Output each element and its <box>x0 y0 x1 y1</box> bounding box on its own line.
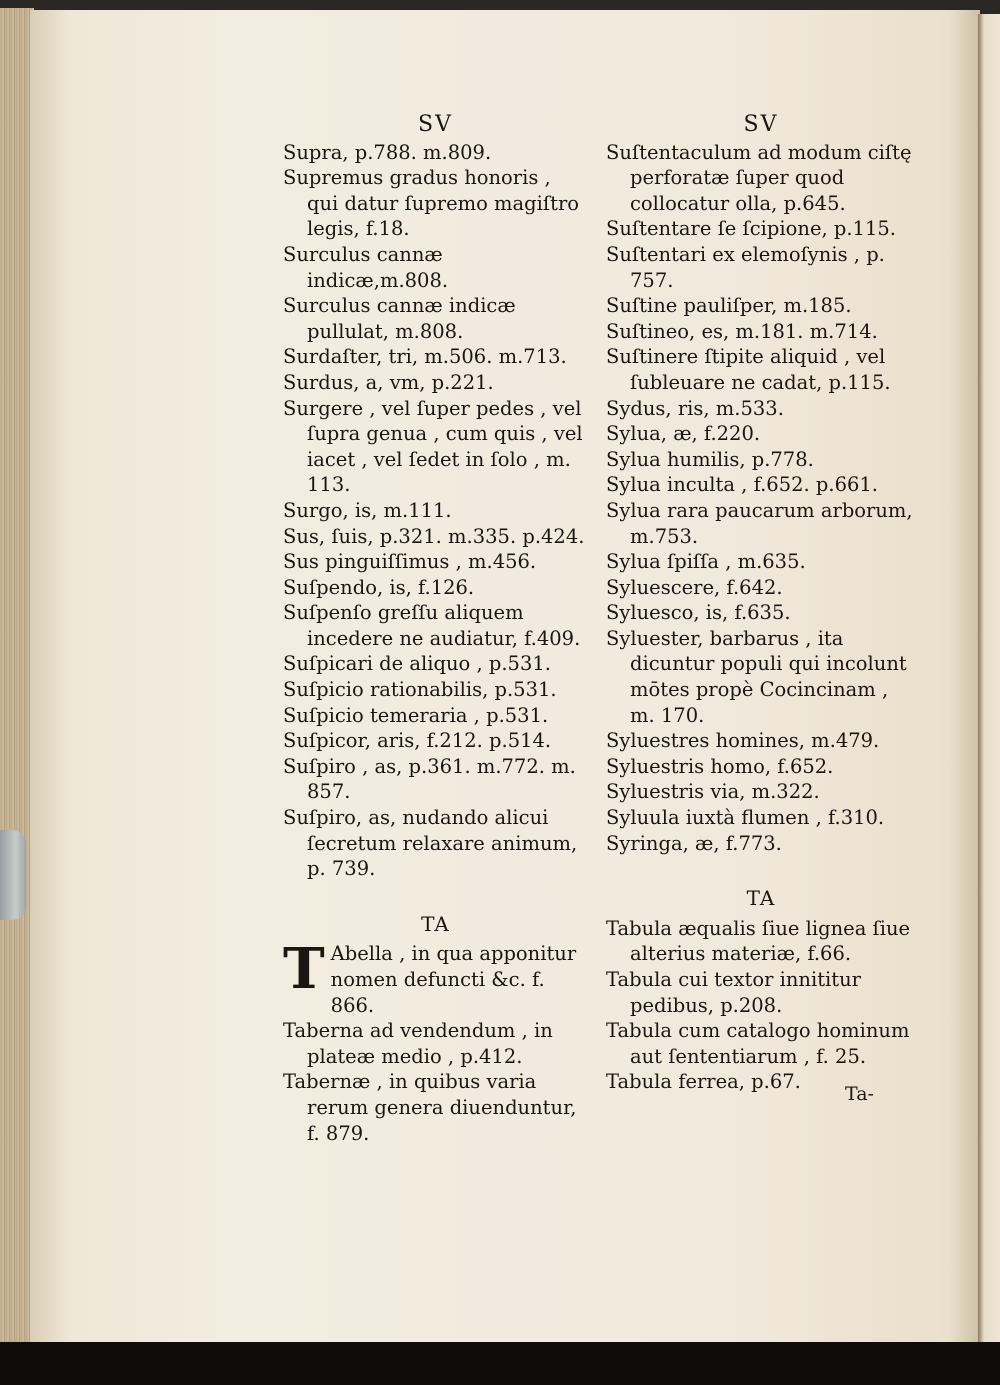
index-entry: Syringa, æ, f.773. <box>606 831 782 855</box>
left-section-heading-ta: TA <box>421 911 450 936</box>
index-entry: Suſtentare ſe ſcipione, p.115. <box>606 217 896 241</box>
index-entry: Syluestres homines, m.479. <box>606 729 880 753</box>
right-entries-ta <box>606 916 916 1095</box>
index-entry: Sylua rara paucarum arborum, m.753. <box>606 498 913 548</box>
index-entry: Syluula iuxtà flumen , f.310. <box>606 806 885 830</box>
index-entry: Suſtentari ex elemoſynis , p. 757. <box>606 242 885 292</box>
index-entry: Suſpicari de aliquo , p.531. <box>283 652 551 676</box>
index-entry: Suſpicio rationabilis, p.531. <box>283 678 557 702</box>
index-entry: Suſtineo, es, m.181. m.714. <box>606 319 878 343</box>
index-entry: Taberna ad vendendum , in plateæ medio , p.412. <box>283 1019 553 1068</box>
index-entry: Suſpiro , as, p.361. m.772. m. 857. <box>283 754 576 804</box>
first-ta-entry-text: Abella , in qua apponitur nomen defuncti &c. f. 866. <box>330 942 577 1017</box>
index-entry: Suſtinere ſtipite aliquid , vel ſubleuare ne cadat, p.115. <box>606 345 891 394</box>
index-entry: Tabula ferrea, p.67. <box>606 1070 801 1094</box>
right-column-header: SV <box>743 112 779 137</box>
index-entry: Sydus, ris, m.533. <box>606 396 784 420</box>
adjacent-page-edge <box>978 14 1000 1344</box>
index-entry: Suſtentaculum ad modum ciſtę perforatæ ſuper quod collocatur olla, p.645. <box>606 140 912 215</box>
left-entries-ta <box>283 936 588 1146</box>
right-column <box>606 112 916 1095</box>
index-entry: Sylua humilis, p.778. <box>606 447 814 471</box>
index-entry: Sylua, æ, f.220. <box>606 422 761 446</box>
page-clip <box>0 830 26 920</box>
index-entry: Tabula cum catalogo hominum aut ſententiarum , f. 25. <box>606 1019 910 1068</box>
index-entry: Suſpicio temeraria , p.531. <box>283 703 549 727</box>
index-entry: Suſpicor, aris, f.212. p.514. <box>283 729 552 753</box>
index-entry: Suſtine pauliſper, m.185. <box>606 294 852 318</box>
index-entry: Surgo, is, m.111. <box>283 498 452 522</box>
left-entries-sv <box>283 140 588 882</box>
index-entry: Surdaſter, tri, m.506. m.713. <box>283 345 567 369</box>
index-entry: Sus pinguiſſimus , m.456. <box>283 550 537 574</box>
right-entries-sv <box>606 140 916 857</box>
index-entry: Syluescere, f.642. <box>606 575 783 599</box>
index-entry: Supremus gradus honoris , qui datur ſupremo magiſtro legis, f.18. <box>283 166 580 241</box>
index-entry: Suſpendo, is, f.126. <box>283 575 475 599</box>
index-entry: Surculus cannæ indicæ pullulat, m.808. <box>283 294 516 343</box>
index-entry: Sylua ſpiſſa , m.635. <box>606 550 806 574</box>
index-entry: Suſpiro, as, nudando alicui ſecretum relaxare animum, p. 739. <box>283 806 578 881</box>
index-entry: Surdus, a, vm, p.221. <box>283 370 494 394</box>
catchword: Ta- <box>845 1083 874 1105</box>
index-entry: Tabula cui textor innititur pedibus, p.208. <box>606 968 861 1017</box>
index-entry: Sylua inculta , f.652. p.661. <box>606 473 879 497</box>
index-entry: Suſpenſo greſſu aliquem incedere ne audiatur, f.409. <box>283 601 581 650</box>
index-entry: Sus, ſuis, p.321. m.335. p.424. <box>283 524 585 548</box>
index-entry: Syluestris via, m.322. <box>606 780 820 804</box>
index-entry: Surculus cannæ indicæ,m.808. <box>283 242 449 292</box>
drop-cap: T <box>283 936 325 1003</box>
index-entry: Syluestris homo, f.652. <box>606 754 834 778</box>
first-ta-entry <box>283 936 588 1018</box>
left-column <box>283 112 588 1146</box>
index-entry: Syluester, barbarus , ita dicuntur populi qui incolunt mōtes propè Cocincinam , m. 170. <box>606 626 907 727</box>
right-section-heading-ta: TA <box>746 886 776 911</box>
index-entry: Tabernæ , in quibus varia rerum genera diuenduntur, f. 879. <box>283 1070 577 1145</box>
book-page-edges <box>0 8 34 1344</box>
index-entry: Surgere , vel ſuper pedes , vel ſupra genua , cum quis , vel iacet , vel ſedet in ſolo , m. 113. <box>283 396 583 497</box>
scan-bottom-border <box>0 1342 1000 1385</box>
left-column-header: SV <box>418 112 453 137</box>
index-entry: Syluesco, is, f.635. <box>606 601 791 625</box>
index-entry: Tabula æqualis ſiue lignea ſiue alterius materiæ, f.66. <box>606 916 911 966</box>
index-entry: Supra, p.788. m.809. <box>283 140 492 164</box>
